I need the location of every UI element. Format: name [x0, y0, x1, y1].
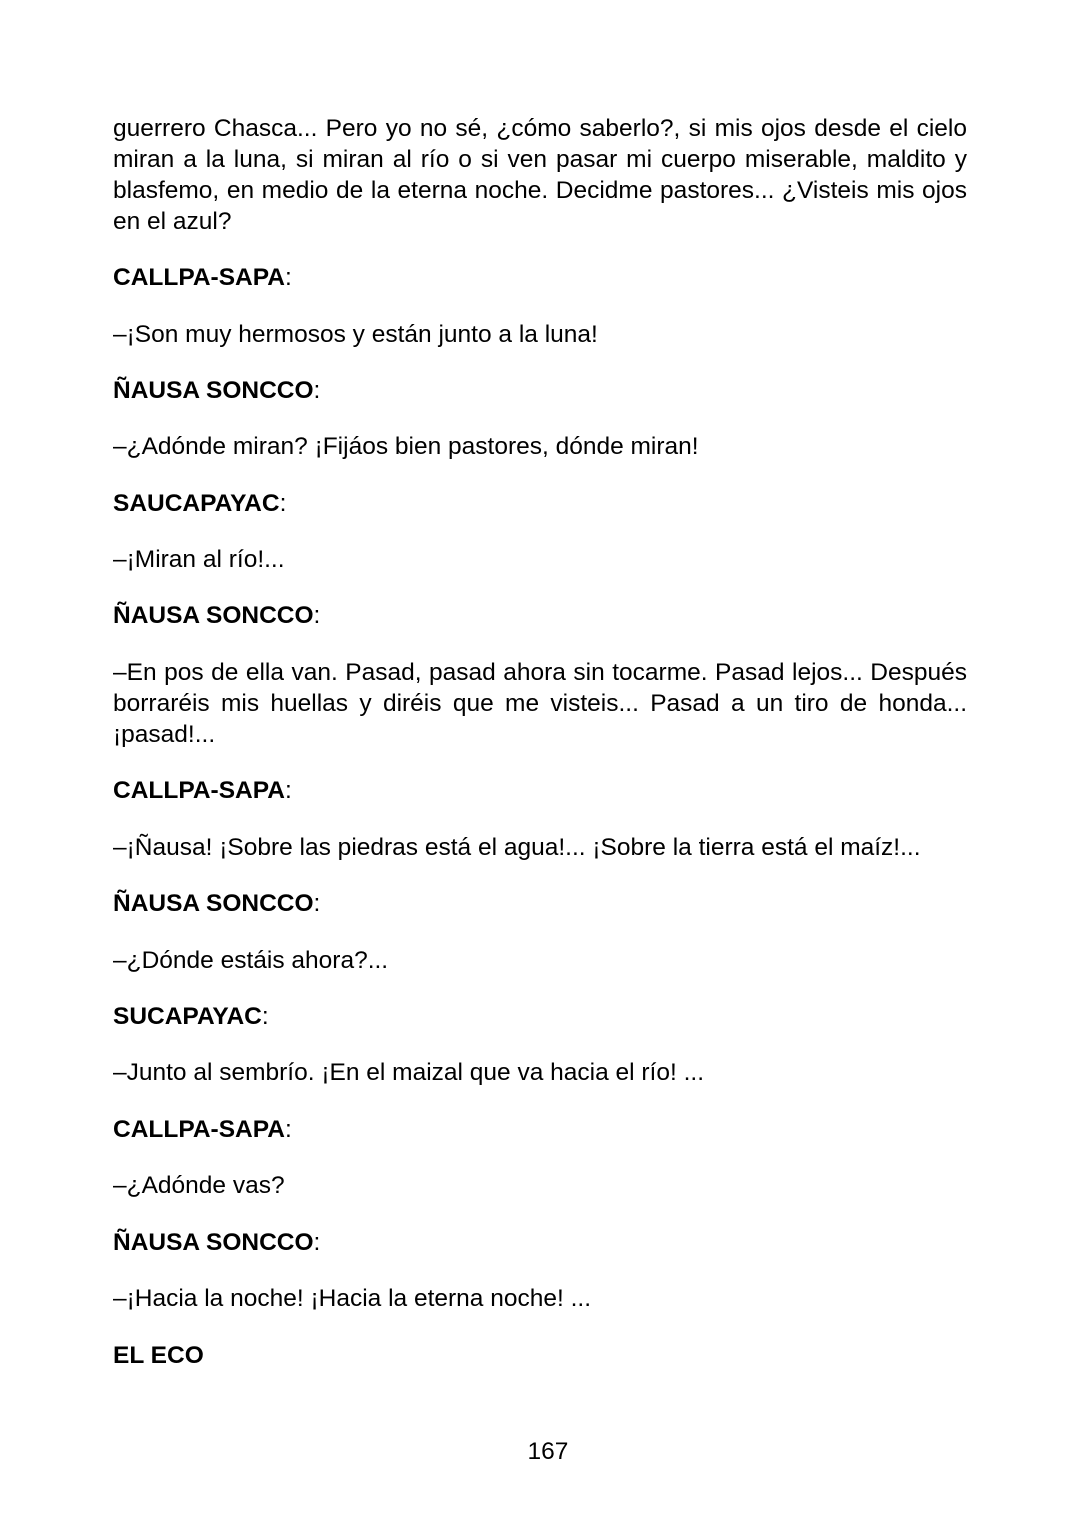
- speaker-name: SUCAPAYAC:: [113, 1003, 269, 1030]
- speaker-name: CALLPA-SAPA:: [113, 777, 292, 804]
- opening-paragraph: guerrero Chasca... Pero yo no sé, ¿cómo saberlo?, si mis ojos desde el cielo miran a la luna, si miran al río o si ven pasar mi cuerpo miserable, maldito y blasfemo, en medio de la eterna noche. Decidme pastores... ¿Visteis mis ojos en el azul?: [113, 115, 967, 235]
- dialogue-line: –Junto al sembrío. ¡En el maizal que va hacia el río! ...: [113, 1059, 705, 1086]
- dialogue-line: –¡Hacia la noche! ¡Hacia la eterna noche! ...: [113, 1285, 592, 1312]
- page-number: 167: [527, 1438, 569, 1465]
- dialogue-entry: [113, 375, 967, 406]
- speaker-name: EL ECO: [113, 1342, 204, 1369]
- dialogue-line: –¡Miran al río!...: [113, 546, 285, 573]
- dialogue-entry: [113, 488, 967, 519]
- dialogue-entry: [113, 775, 967, 806]
- dialogue-entry: [113, 1114, 967, 1145]
- dialogue-entry: [113, 1001, 967, 1032]
- dialogue-line: –En pos de ella van. Pasad, pasad ahora sin tocarme. Pasad lejos... Después borraréis mis huellas y diréis que me visteis... Pasad a un tiro de honda... ¡pasad!...: [113, 659, 967, 748]
- dialogue-entry: [113, 262, 967, 293]
- dialogue-entry: [113, 1340, 967, 1371]
- speaker-name: ÑAUSA SONCCO:: [113, 377, 321, 404]
- speaker-name: SAUCAPAYAC:: [113, 490, 287, 517]
- speaker-name: CALLPA-SAPA:: [113, 1116, 292, 1143]
- speaker-name: ÑAUSA SONCCO:: [113, 1229, 321, 1256]
- speaker-name: CALLPA-SAPA:: [113, 264, 292, 291]
- dialogue-entry: [113, 1227, 967, 1258]
- dialogue-entry: [113, 888, 967, 919]
- speaker-name: ÑAUSA SONCCO:: [113, 602, 321, 629]
- dialogue-line: –¿Adónde miran? ¡Fijáos bien pastores, dónde miran!: [113, 433, 699, 460]
- document-page: [113, 113, 967, 237]
- dialogue-line: –¿Adónde vas?: [113, 1172, 285, 1199]
- dialogue-line: –¿Dónde estáis ahora?...: [113, 947, 389, 974]
- dialogue-entry: [113, 600, 967, 631]
- dialogue-line: –¡Ñausa! ¡Sobre las piedras está el agua!... ¡Sobre la tierra está el maíz!...: [113, 834, 921, 861]
- dialogue-line: –¡Son muy hermosos y están junto a la luna!: [113, 321, 598, 348]
- speaker-name: ÑAUSA SONCCO:: [113, 890, 321, 917]
